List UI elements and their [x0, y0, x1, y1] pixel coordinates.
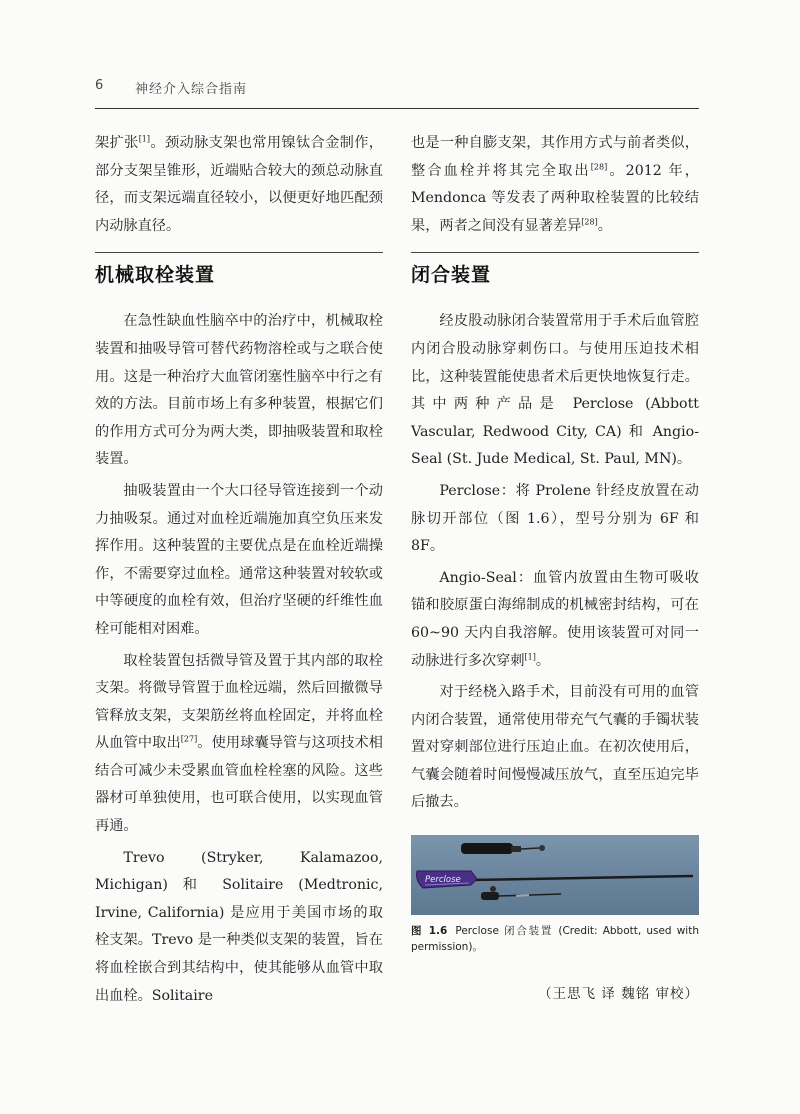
- paragraph: 取栓装置包括微导管及置于其内部的取栓支架。将微导管置于血栓远端，然后回撤微导管释放支架，支架筋丝将血栓固定，并将血栓从血管中取出[27]。使用球囊导管与这项技术相结合可减少未受累血管血栓栓塞的风险。这些器材可单独使用，也可联合使用，以实现血管再通。: [95, 652, 383, 835]
- perclose-device-illustration: [411, 835, 699, 915]
- header-rule: [95, 108, 699, 109]
- figure-perclose-device-photo: [411, 835, 699, 915]
- citation: [1]: [524, 651, 536, 661]
- translator-credit: （王思飞 译 魏铭 审校）: [538, 986, 699, 1003]
- figure-caption-text: Perclose 闭合装置 (Credit: Abbott, used with permission)。: [411, 925, 700, 954]
- left-intro-paragraph: 架扩张[1]。颈动脉支架也常用镍钛合金制作，部分支架呈锥形，近端贴合较大的颈总动脉直径，而支架远端直径较小，以便更好地匹配颈内动脉直径。: [95, 134, 383, 234]
- page-number: 6: [95, 78, 104, 93]
- citation: [1]: [138, 134, 151, 144]
- paragraph: 在急性缺血性脑卒中的治疗中，机械取栓装置和抽吸导管可替代药物溶栓或与之联合使用。这是一种治疗大血管闭塞性脑卒中行之有效的方法。目前市场上有多种装置，根据它们的作用方式可分为两大类，即抽吸装置和取栓装置。: [95, 313, 383, 468]
- figure-caption: [411, 923, 699, 955]
- citation: [28]: [581, 217, 598, 227]
- citation: [28]: [590, 161, 608, 171]
- citation: [27]: [180, 734, 198, 744]
- section-heading-closure-devices: 闭合装置: [411, 252, 699, 295]
- paragraph: 抽吸装置由一个大口径导管连接到一个动力抽吸泵。通过对血栓近端施加真空负压来发挥作用。这种装置的主要优点是在血栓近端操作，不需要穿过血栓。通常这种装置对较软或中等硬度的血栓有效，但治疗坚硬的纤维性血栓可能相对困难。: [95, 482, 383, 637]
- figure-label: 图 1.6: [411, 925, 448, 938]
- book-title: 神经介入综合指南: [135, 82, 248, 97]
- paragraph: Trevo (Stryker, Kalamazoo, Michigan) 和 Solitaire (Medtronic, Irvine, California) 是应用于美国市场的取栓支架。Trevo 是一种类似支架的装置，旨在将血栓嵌合到其结构中，使其能够从血管中取出血栓。Solitaire: [95, 849, 383, 1004]
- left-column: [95, 130, 383, 1014]
- paragraph: 对于经桡入路手术，目前没有可用的血管内闭合装置，通常使用带充气气囊的手镯状装置对穿刺部位进行压迫止血。在初次使用后，气囊会随着时间慢慢减压放气，直至压迫完毕后撤去。: [411, 684, 699, 811]
- paragraph: 经皮股动脉闭合装置常用于手术后血管腔内闭合股动脉穿刺伤口。与使用压迫技术相比，这种装置能使患者术后更快地恢复行走。其中两种产品是 Perclose (Abbott Vascular, Redwood City, CA) 和 Angio-Seal (St. Jude Medical, St. Paul, MN)。: [411, 313, 699, 468]
- paragraph: Angio-Seal：血管内放置由生物可吸收锚和胶原蛋白海绵制成的机械密封结构，可在 60~90 天内自我溶解。使用该装置可对同一动脉进行多次穿刺[1]。: [411, 569, 699, 669]
- paragraph: Perclose：将 Prolene 针经皮放置在动脉切开部位（图 1.6），型号分别为 6F 和 8F。: [411, 482, 699, 555]
- right-column: [411, 130, 699, 1009]
- section-heading-mechanical-thrombectomy: 机械取栓装置: [95, 252, 383, 295]
- right-intro-paragraph: 也是一种自膨支架，其作用方式与前者类似，整合血栓并将其完全取出[28]。2012 年，Mendonca 等发表了两种取栓装置的比较结果，两者之间没有显著差异[28]。: [411, 135, 699, 234]
- device-brand-text: Perclose: [425, 875, 461, 886]
